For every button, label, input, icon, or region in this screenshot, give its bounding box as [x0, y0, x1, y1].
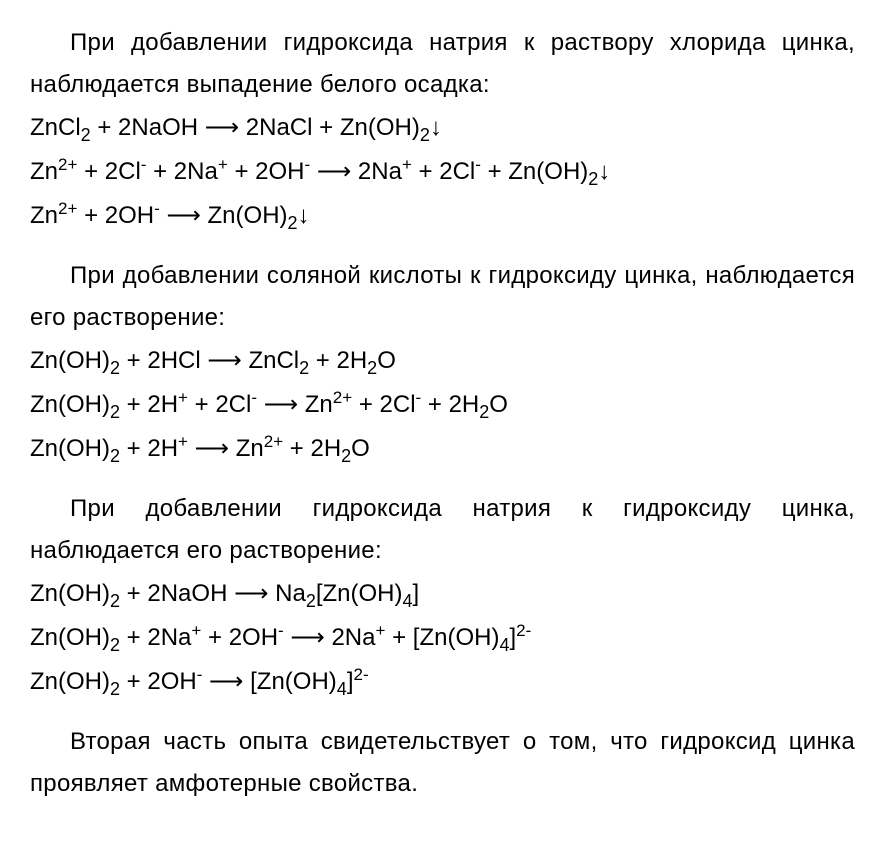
equation-molecular-3: $Zn(OH)_2$ + 2NaOH ⟶ $Na_2[Zn(OH)_4]$: [30, 580, 420, 611]
equation-short-ionic-1: $Zn^{2+} + 2OH^-$ ⟶ $Zn(OH)_2↓$: [30, 199, 310, 233]
equation-molecular-1: ZnCl$_2$ + 2NaOH ⟶ 2NaCl + $Zn(OH)_2↓$: [30, 114, 442, 145]
paragraph-conclusion: Вторая часть опыта свидетельствует о том, что гидроксид цинка проявляет амфотерные свойства.: [30, 728, 855, 797]
paragraph-hcl-znoh2: При добавлении соляной кислоты к гидроксиду цинка, наблюдается его растворение:: [30, 262, 855, 331]
paragraph-naoh-znoh2: При добавлении гидроксида натрия к гидроксиду цинка, наблюдается его растворение:: [30, 495, 855, 564]
equation-full-ionic-2: $Zn(OH)_2 + 2H^+ + 2Cl^-$ ⟶ $Zn^{2+} + 2Cl^- + 2H_2O$: [30, 388, 508, 422]
equation-molecular-2: $Zn(OH)_2 + 2HCl$ ⟶ ZnCl$_2$ + $2H_2O$: [30, 347, 396, 378]
document-page: [30, 22, 855, 805]
paragraph-naoh-zncl2: При добавлении гидроксида натрия к раствору хлорида цинка, наблюдается выпадение белого осадка:: [30, 29, 855, 98]
equation-short-ionic-2: $Zn(OH)_2 + 2H^+$ ⟶ $Zn^{2+} + 2H_2O$: [30, 432, 370, 466]
equation-full-ionic-3: $Zn(OH)_2 + 2Na^+ + 2OH^-$ ⟶ $2Na^+ + [Zn(OH)_4]^{2-}$: [30, 621, 532, 655]
equation-full-ionic-1: $Zn^{2+} + 2Cl^- + 2Na^+ + 2OH^-$ ⟶ $2Na^+ + 2Cl^- + Zn(OH)_2↓$: [30, 155, 611, 189]
equation-short-ionic-3: $Zn(OH)_2 + 2OH^-$ ⟶ $[Zn(OH)_4]^{2-}$: [30, 665, 369, 699]
